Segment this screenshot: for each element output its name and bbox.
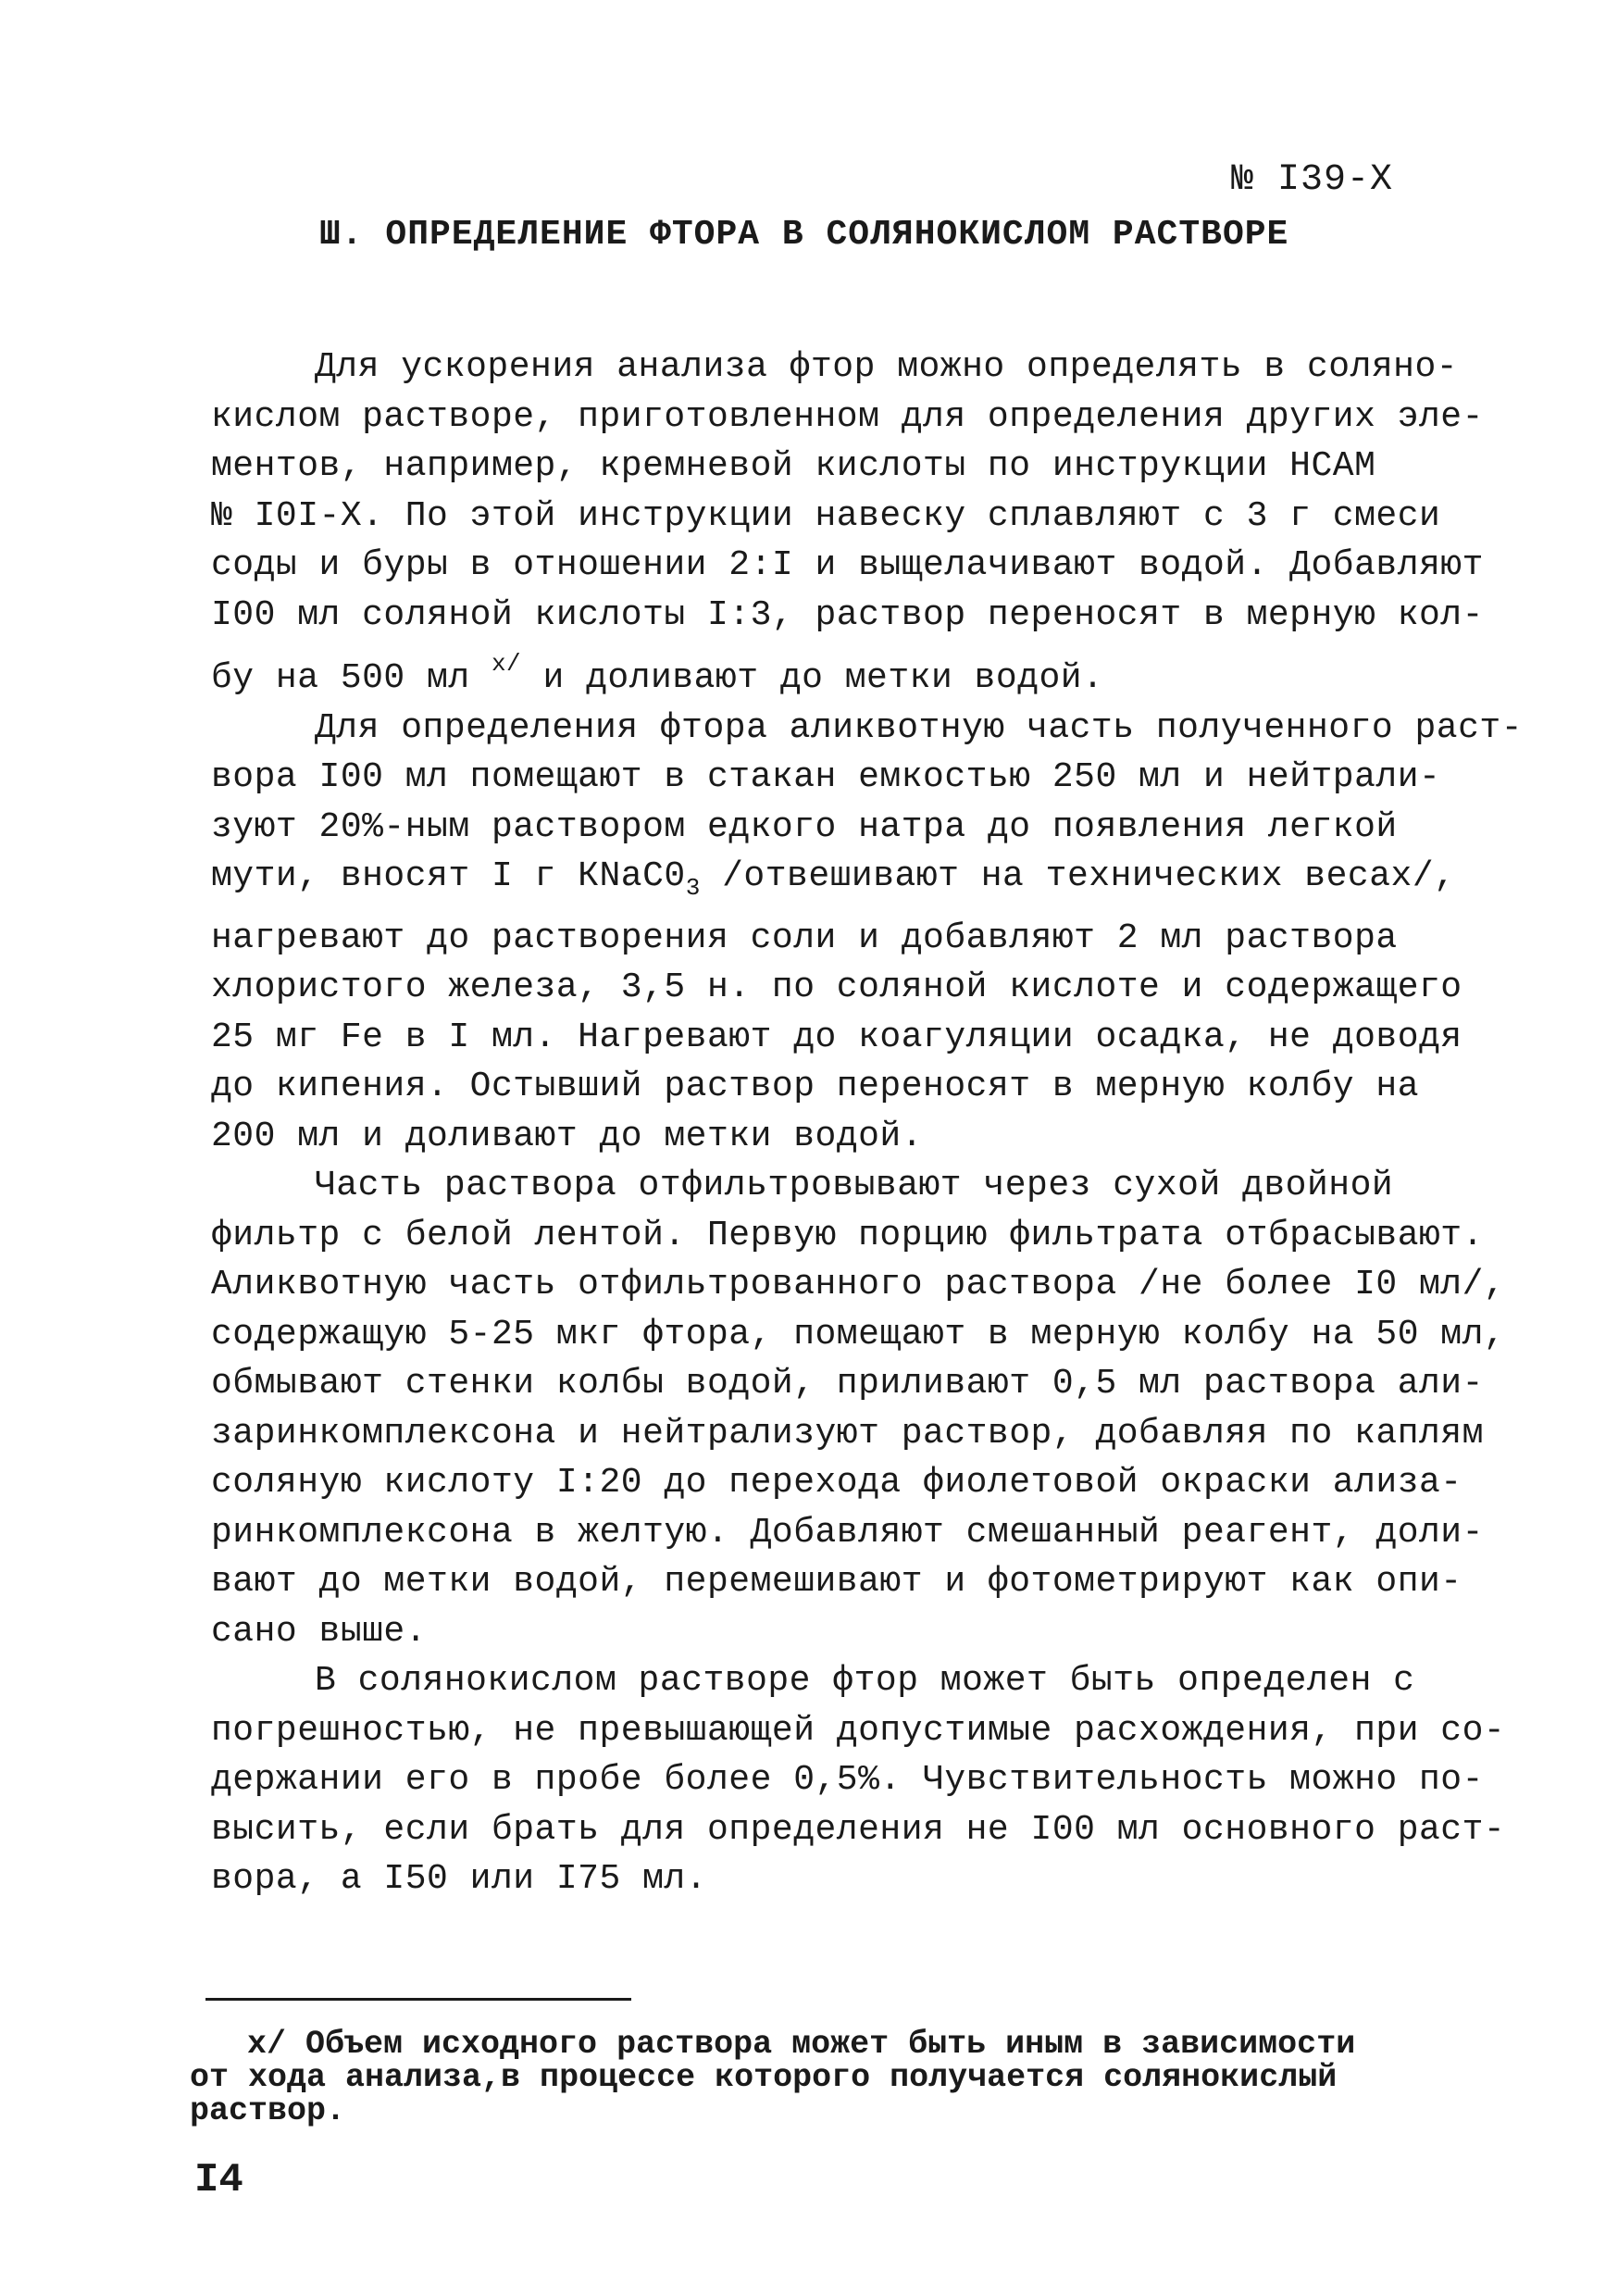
paragraph-1-line: кислом растворе, приготовленном для определения других эле-	[211, 396, 1484, 437]
formula-subscript: 3	[685, 874, 701, 902]
paragraph-3-line: содержащую 5-25 мкг фтора, помещают в мерную колбу на 50 мл,	[211, 1314, 1506, 1354]
paragraph-3-line: фильтр с белой лентой. Первую порцию фильтрата отбрасывают.	[211, 1215, 1484, 1255]
paragraph-4-line: держании его в пробе более 0,5%. Чувствительность можно по-	[211, 1760, 1484, 1800]
text-segment: и доливают до метки водой.	[521, 658, 1104, 698]
paragraph-3-line: сано выше.	[211, 1611, 428, 1652]
paragraph-2-line: Для определения фтора аликвотную часть полученного раст-	[315, 707, 1524, 748]
text-segment: бу на 500 мл	[211, 658, 492, 698]
paragraph-4-line: погрешностью, не превышающей допустимые расхождения, при со-	[211, 1710, 1506, 1751]
paragraph-2-line: 25 мг Fe в I мл. Нагревают до коагуляции осадка, не доводя	[211, 1017, 1462, 1057]
footnote	[190, 2028, 1449, 2128]
paragraph-3-line: ринкомплексона в желтую. Добавляют смешанный реагент, доли-	[211, 1512, 1484, 1553]
paragraph-3-line: Часть раствора отфильтровывают через сухой двойной	[315, 1166, 1394, 1205]
footnote-line: раствор.	[190, 2092, 346, 2129]
paragraph-4-line: вора, а I50 или I75 мл.	[211, 1859, 707, 1899]
body-text	[211, 343, 1524, 1904]
paragraph-1-line: I00 мл соляной кислоты I:3, раствор переносят в мерную кол-	[211, 594, 1484, 635]
page-number: I4	[194, 2157, 243, 2203]
paragraph-3-line: заринкомплексона и нейтрализуют раствор, добавляя по каплям	[211, 1413, 1484, 1454]
footnote-line: от хода анализа,в процессе которого получается солянокислый	[190, 2059, 1338, 2096]
paragraph-2-line: нагревают до растворения соли и добавляют 2 мл раствора	[211, 917, 1398, 958]
paragraph-2-line: хлористого железа, 3,5 н. по соляной кислоте и содержащего	[211, 967, 1462, 1007]
document-number: № I39-Х	[1231, 159, 1394, 201]
paragraph-1-line: Для ускорения анализа фтор можно определять в соляно-	[315, 347, 1459, 387]
paragraph-1-line: № I0I-Х. По этой инструкции навеску сплавляют с 3 г смеси	[211, 495, 1441, 536]
section-title: Ш. ОПРЕДЕЛЕНИЕ ФТОРА В СОЛЯНОКИСЛОМ РАСТВОРЕ	[319, 215, 1289, 255]
paragraph-4-line: высить, если брать для определения не I00 мл основного раст-	[211, 1809, 1506, 1850]
paragraph-1-last-line	[211, 640, 1442, 704]
paragraph-2-line: до кипения. Остывший раствор переносят в мерную колбу на	[211, 1067, 1420, 1106]
footnote-mark: х/	[491, 650, 522, 678]
text-segment: мути, вносят I г КNаС0	[211, 856, 686, 896]
paragraph-2-line: зуют 20%-ным раствором едкого натра до появления легкой	[211, 806, 1398, 847]
text-segment: /отвешивают на технических весах/,	[700, 856, 1456, 896]
paragraph-3-line: вают до метки водой, перемешивают и фотометрируют как опи-	[211, 1562, 1462, 1602]
paragraph-1-line: ментов, например, кремневой кислоты по инструкции НСАМ	[211, 446, 1376, 486]
paragraph-2-line: вора I00 мл помещают в стакан емкостью 250 мл и нейтрали-	[211, 757, 1441, 797]
footnote-line: х/ Объем исходного раствора может быть иным в зависимости	[247, 2026, 1356, 2063]
footnote-divider	[205, 1998, 631, 2001]
paragraph-2-line: 200 мл и доливают до метки водой.	[211, 1116, 924, 1156]
paragraph-3-line: Аликвотную часть отфильтрованного раствора /не более I0 мл/,	[211, 1265, 1506, 1304]
paragraph-4-line: В солянокислом растворе фтор может быть определен с	[315, 1661, 1415, 1701]
paragraph-2-formula-line	[211, 852, 1456, 914]
paragraph-3-line: соляную кислоту I:20 до перехода фиолетовой окраски ализа-	[211, 1463, 1462, 1503]
paragraph-3-line: обмывают стенки колбы водой, приливают 0,5 мл раствора али-	[211, 1364, 1484, 1404]
paragraph-1-line: соды и буры в отношении 2:I и выщелачивают водой. Добавляют	[211, 545, 1484, 585]
